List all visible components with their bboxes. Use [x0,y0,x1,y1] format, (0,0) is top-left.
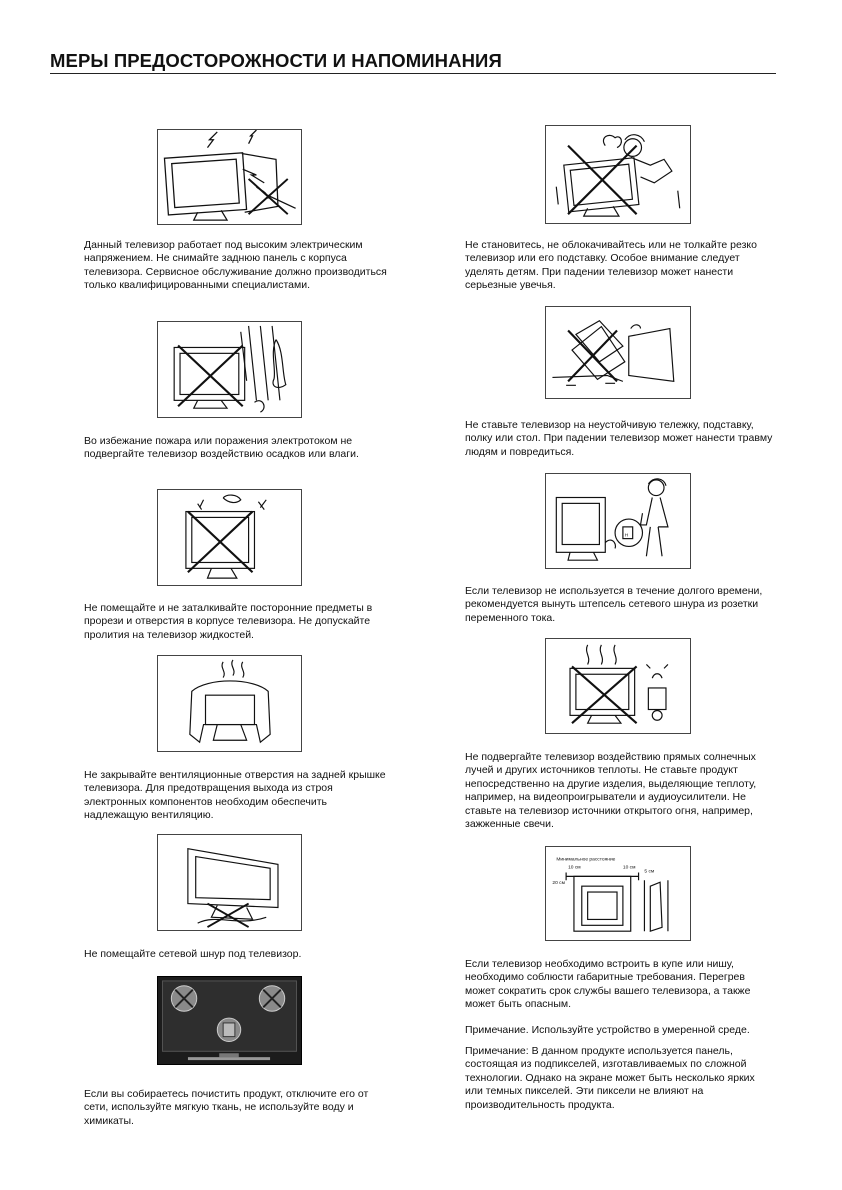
text-rain: Во избежание пожара или поражения электротоком не подвергайте телевизор воздействию осадков или влаги. [84,435,359,461]
text-note-environment: Примечание. Используйте устройство в умеренной среде. [465,1024,750,1036]
text-cart: Не ставьте телевизор на неустойчивую тележку, подставку, полку или стол. При падении телевизор может нанести травму людям и повредиться. [465,419,773,458]
figure-high-voltage [157,129,302,225]
plug-label: H [624,532,629,538]
niche-clearance-diagram [546,847,690,940]
text-push: Не становитесь, не облокачивайтесь или не толкайте резко телевизор или его подставку. Особое внимание следует уделять детям. При падении телевизор может нанести серьезные увечья. [465,239,757,292]
text-cleaning: Если вы собираетесь почистить продукт, отключите его от сети, используйте мягкую ткань, не используйте воду и химикаты. [84,1088,369,1127]
tv-unplug-illustration [546,474,690,568]
tv-cleaning-illustration [158,977,301,1064]
figure-cleaning [157,976,302,1065]
figure-unplug [545,473,691,569]
tv-cord-illustration [158,835,301,930]
text-ventilation: Не закрывайте вентиляционные отверстия на задней крышке телевизора. Для предотвращения выхода из строя электронных компонентов необходим обеспечить надлежащую вентиляцию. [84,769,386,822]
page-title: МЕРЫ ПРЕДОСТОРОЖНОСТИ И НАПОМИНАНИЯ [50,50,502,71]
title-divider [50,73,776,74]
figure-ventilation [157,655,302,752]
tv-push-illustration [546,126,690,223]
tv-objects-illustration [158,490,301,585]
figure-cart [545,306,691,399]
niche-dim-side: 5 см [644,869,655,875]
figure-niche [545,846,691,941]
tv-cart-illustration [546,307,690,398]
text-niche: Если телевизор необходимо встроить в купе или нишу, необходимо соблюсти габаритные требования. Перегрев может сократить срок службы вашего телевизора, а также может быть опасным. [465,958,751,1011]
text-cord: Не помещайте сетевой шнур под телевизор. [84,948,302,960]
tv-heat-illustration [546,639,690,733]
figure-rain [157,321,302,418]
figure-objects [157,489,302,586]
niche-caption: Минимальное расстояние [556,857,616,863]
figure-push [545,125,691,224]
figure-heat [545,638,691,734]
tv-rain-illustration [158,322,301,417]
text-high-voltage: Данный телевизор работает под высоким электрическим напряжением. Не снимайте заднюю панель с корпуса телевизора. Сервисное обслуживание должно производиться только квалифицированными специалистами. [84,239,387,292]
tv-lightning-illustration [158,130,301,224]
figure-cord [157,834,302,931]
text-objects: Не помещайте и не заталкивайте посторонние предметы в прорези и отверстия в корпусе телевизора. Не допускайте пролития на телевизор жидкостей. [84,602,373,641]
text-unplug: Если телевизор не используется в течение долгого времени, рекомендуется вынуть штепсель сетевого шнура из розетки переменного тока. [465,585,763,624]
niche-dim-left: 20 см [552,881,565,887]
niche-dim-top-left: 10 см [568,865,581,871]
tv-covered-illustration [158,656,301,751]
niche-dim-top-right: 10 см [622,865,636,871]
text-note-pixels: Примечание: В данном продукте используется панель, состоящая из подпикселей, изготавливаемых по сложной технологии. Однако на экране может быть несколько ярких или темных пикселей. Эти пиксели не влияют на производительность продукта. [465,1045,755,1111]
text-heat: Не подвергайте телевизор воздействию прямых солнечных лучей и других источников теплоты. Не ставьте продукт непосредственно на другие изделия, выделяющие теплоту, например, на видеопроигрыватели и аудиоусилители. Не ставьте на телевизор источники открытого огня, например, зажженные свечи. [465,751,757,831]
